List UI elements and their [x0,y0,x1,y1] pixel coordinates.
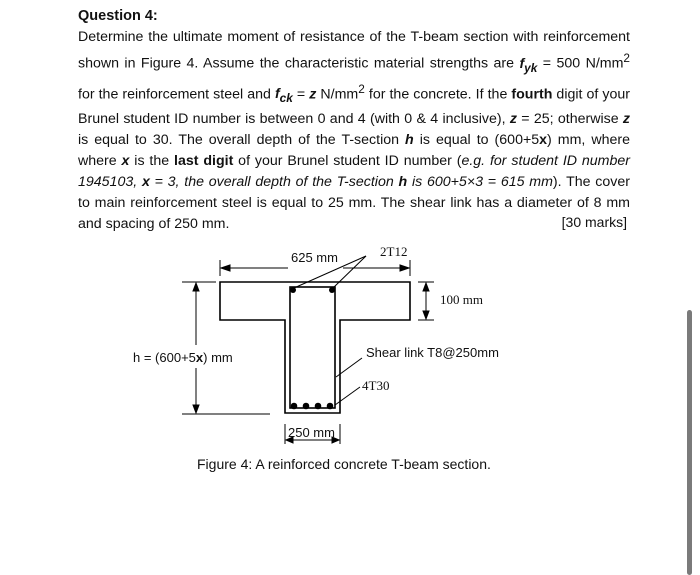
vertical-scrollbar[interactable] [687,310,692,575]
flange-width-label: 625 mm [291,250,338,265]
shear-link-label: Shear link T8@250mm [366,345,499,360]
top-bar [329,287,335,293]
bottom-bar [303,403,310,410]
figure-caption: Figure 4: A reinforced concrete T-beam section. [197,456,491,472]
flange-depth-label: 100 mm [440,292,483,307]
bottom-bar [327,403,334,410]
bottom-bar [315,403,322,410]
bottom-bars-label: 4T30 [362,378,390,393]
question-title: Question 4: [78,8,158,24]
top-bars-label: 2T12 [380,244,408,259]
flange-depth-dimension [418,282,434,320]
shear-link [290,287,335,408]
web-width-label: 250 mm [288,425,335,440]
bottom-bar [291,403,298,410]
marks-label: [30 marks] [561,214,627,230]
bottom-bars-leader [335,387,360,405]
question-text: Determine the ultimate moment of resistance of the T-beam section with reinforcement shown in Figure 4. Assume the characteristic material strengths are $f_{yk} = 500$ $N/mm^2$ for the reinforcement steel and $f_{ck} = z$ $N/mm^2$ for the concrete. If the fourth digit of your Brunel student ID number is between 0 and 4 (with 0 & 4 inclusive), z = 25; otherwise z is equal to 30. The overall depth of the T-section h is equal to (600+5x) mm, where where x is the last digit of your Brunel student ID number (e.g. for student ID number 1945103, x = 3, the overall depth of the T-section h is 600+5×3 = 615 mm). The cover to main reinforcement steel is equal to 25 mm. The shear link has a diameter of 8 mm and spacing of 250 mm. [78,29,631,233]
overall-depth-dimension [182,282,270,414]
overall-depth-label: h = (600+5x) mm [133,350,233,365]
